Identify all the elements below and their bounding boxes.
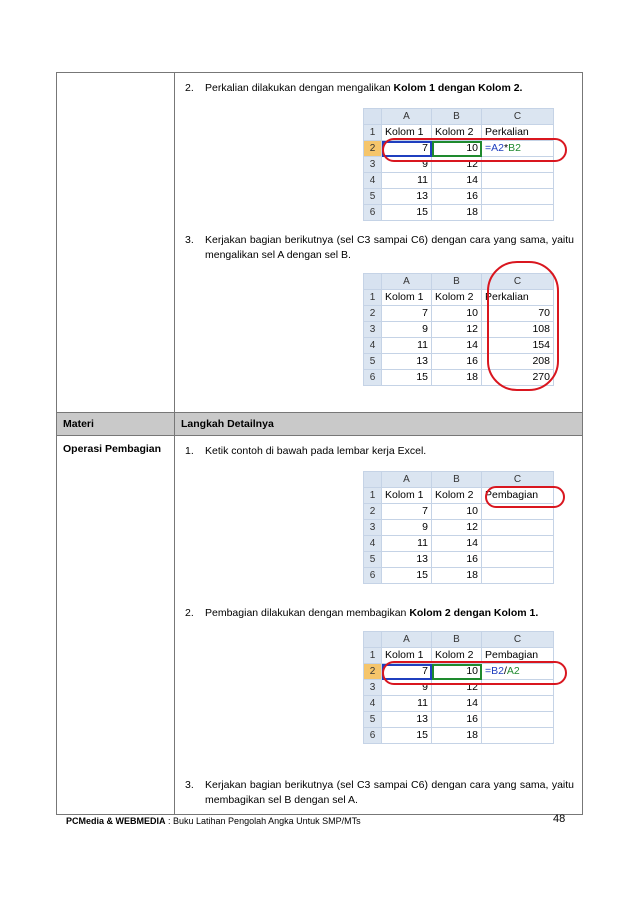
column-header[interactable]: A	[382, 472, 432, 488]
excel-row	[364, 488, 554, 504]
cell-a[interactable]: Kolom 1	[382, 488, 432, 504]
excel-row	[364, 696, 554, 712]
cell-a[interactable]: 13	[382, 189, 432, 205]
excel-row	[364, 173, 554, 189]
cell-b[interactable]: 14	[432, 338, 482, 354]
formula-ref-1: =A2	[485, 142, 504, 154]
cell-c[interactable]	[482, 696, 554, 712]
cell-b[interactable]: 18	[432, 370, 482, 386]
column-header[interactable]: C	[482, 632, 554, 648]
excel-row	[364, 552, 554, 568]
excel-row	[364, 189, 554, 205]
column-header[interactable]: A	[382, 632, 432, 648]
column-header[interactable]: A	[382, 109, 432, 125]
cell-a[interactable]: 7	[382, 141, 432, 157]
excel-row	[364, 520, 554, 536]
cell-b[interactable]: 18	[432, 205, 482, 221]
empty-label-cell	[57, 73, 175, 413]
cell-c[interactable]: 154	[482, 338, 554, 354]
row-header[interactable]: 4	[364, 173, 382, 189]
row-header[interactable]: 5	[364, 552, 382, 568]
cell-c[interactable]	[482, 504, 554, 520]
column-header[interactable]: B	[432, 109, 482, 125]
cell-b[interactable]: 16	[432, 552, 482, 568]
cell-b[interactable]: Kolom 2	[432, 488, 482, 504]
excel-row	[364, 306, 554, 322]
row-header[interactable]: 3	[364, 680, 382, 696]
pembagian-row	[57, 436, 583, 815]
cell-c[interactable]: Pembagian	[482, 488, 554, 504]
cell-c[interactable]	[482, 680, 554, 696]
row-header[interactable]: 6	[364, 205, 382, 221]
excel-row	[364, 322, 554, 338]
excel-row	[364, 664, 554, 680]
column-header[interactable]: B	[432, 274, 482, 290]
cell-b[interactable]: 10	[432, 141, 482, 157]
excel-row	[364, 648, 554, 664]
cell-a[interactable]: 9	[382, 680, 432, 696]
cell-b[interactable]: 16	[432, 712, 482, 728]
row-header[interactable]: 3	[364, 157, 382, 173]
formula-operator: *	[503, 142, 509, 154]
step-2-pembagian: 2. Pembagian dilakukan dengan membagikan Kolom 2 dengan Kolom 1.	[185, 607, 539, 619]
cell-c[interactable]	[482, 205, 554, 221]
row-header[interactable]: 6	[364, 370, 382, 386]
corner-cell[interactable]	[364, 274, 382, 290]
excel-row	[364, 712, 554, 728]
column-header[interactable]: C	[482, 274, 554, 290]
row-header[interactable]: 5	[364, 189, 382, 205]
row-header[interactable]: 2	[364, 141, 382, 157]
cell-c[interactable]	[482, 568, 554, 584]
cell-c[interactable]	[482, 173, 554, 189]
cell-b[interactable]: 12	[432, 157, 482, 173]
excel-table-pembagian-input	[363, 471, 563, 584]
excel-row	[364, 290, 554, 306]
cell-b[interactable]: Kolom 2	[432, 290, 482, 306]
cell-c-formula[interactable]	[482, 141, 554, 157]
excel-table-perkalian-formula	[363, 108, 563, 221]
cell-a[interactable]: 13	[382, 712, 432, 728]
cell-b[interactable]: 14	[432, 536, 482, 552]
cell-a[interactable]: 11	[382, 338, 432, 354]
excel-row	[364, 157, 554, 173]
cell-a[interactable]: 7	[382, 664, 432, 680]
pembagian-steps-cell	[175, 436, 583, 815]
row-header[interactable]: 2	[364, 306, 382, 322]
cell-b[interactable]: 18	[432, 568, 482, 584]
content-table	[56, 72, 583, 815]
formula-ref-1: =B2	[485, 665, 504, 677]
cell-a[interactable]: Kolom 1	[382, 648, 432, 664]
cell-a[interactable]: 11	[382, 696, 432, 712]
page-footer	[66, 816, 566, 826]
cell-b[interactable]: 18	[432, 728, 482, 744]
excel-row	[364, 354, 554, 370]
cell-c[interactable]: Perkalian	[482, 125, 554, 141]
row-header[interactable]: 2	[364, 664, 382, 680]
row-header[interactable]: 3	[364, 322, 382, 338]
cell-a[interactable]: 15	[382, 728, 432, 744]
row-header[interactable]: 2	[364, 504, 382, 520]
cell-a[interactable]: 13	[382, 354, 432, 370]
column-header[interactable]: A	[382, 274, 432, 290]
cell-c[interactable]: 270	[482, 370, 554, 386]
cell-a[interactable]: 9	[382, 322, 432, 338]
row-header[interactable]: 1	[364, 648, 382, 664]
excel-row	[364, 370, 554, 386]
cell-a[interactable]: Kolom 1	[382, 125, 432, 141]
row-header[interactable]: 5	[364, 354, 382, 370]
excel-row	[364, 728, 554, 744]
cell-a[interactable]: 15	[382, 205, 432, 221]
excel-row	[364, 125, 554, 141]
cell-b[interactable]: 16	[432, 354, 482, 370]
page-number: 48	[553, 813, 566, 825]
column-header[interactable]: C	[482, 109, 554, 125]
excel-row	[364, 141, 554, 157]
row-header[interactable]: 1	[364, 290, 382, 306]
cell-a[interactable]: 11	[382, 536, 432, 552]
cell-c[interactable]: Perkalian	[482, 290, 554, 306]
corner-cell[interactable]	[364, 109, 382, 125]
column-header[interactable]: C	[482, 472, 554, 488]
cell-c[interactable]	[482, 520, 554, 536]
row-header[interactable]: 4	[364, 536, 382, 552]
cell-c[interactable]: Pembagian	[482, 648, 554, 664]
cell-b[interactable]: 12	[432, 680, 482, 696]
step-1-pembagian: 1. Ketik contoh di bawah pada lembar kerja Excel.	[185, 445, 427, 457]
excel-row	[364, 205, 554, 221]
cell-b[interactable]: Kolom 2	[432, 125, 482, 141]
row-header[interactable]: 6	[364, 568, 382, 584]
row-header[interactable]: 6	[364, 728, 382, 744]
excel-row	[364, 680, 554, 696]
corner-cell[interactable]	[364, 472, 382, 488]
cell-a[interactable]: 9	[382, 157, 432, 173]
cell-c[interactable]	[482, 157, 554, 173]
cell-a[interactable]: Kolom 1	[382, 290, 432, 306]
step-2-perkalian: 2. Perkalian dilakukan dengan mengalikan Kolom 1 dengan Kolom 2.	[185, 82, 523, 94]
row-header[interactable]: 5	[364, 712, 382, 728]
cell-b[interactable]: 14	[432, 696, 482, 712]
cell-b[interactable]: 12	[432, 520, 482, 536]
step-3-pembagian: 3. Kerjakan bagian berikutnya (sel C3 sampai C6) dengan cara yang sama, yaitu membagikan sel B dengan sel A.	[185, 779, 574, 806]
cell-a[interactable]: 13	[382, 552, 432, 568]
formula-ref-2: B2	[508, 142, 521, 154]
cell-a[interactable]: 9	[382, 520, 432, 536]
cell-c[interactable]	[482, 712, 554, 728]
cell-b[interactable]: 10	[432, 504, 482, 520]
excel-row	[364, 504, 554, 520]
perkalian-row	[57, 73, 583, 413]
cell-b[interactable]: 14	[432, 173, 482, 189]
cell-c[interactable]: 108	[482, 322, 554, 338]
cell-c[interactable]: 70	[482, 306, 554, 322]
footer-text: : Buku Latihan Pengolah Angka Untuk SMP/MTs	[165, 816, 361, 826]
cell-b[interactable]: 10	[432, 306, 482, 322]
excel-row	[364, 568, 554, 584]
cell-a[interactable]: 15	[382, 370, 432, 386]
cell-b[interactable]: 12	[432, 322, 482, 338]
excel-row	[364, 536, 554, 552]
cell-c[interactable]	[482, 728, 554, 744]
cell-c[interactable]	[482, 189, 554, 205]
cell-a[interactable]: 7	[382, 504, 432, 520]
perkalian-steps-cell	[175, 73, 583, 413]
cell-c[interactable]: 208	[482, 354, 554, 370]
step-3-perkalian: 3. Kerjakan bagian berikutnya (sel C3 sampai C6) dengan cara yang sama, yaitu mengalikan sel A dengan sel B.	[185, 234, 574, 261]
column-header[interactable]: B	[432, 472, 482, 488]
cell-c[interactable]	[482, 536, 554, 552]
cell-b[interactable]: 16	[432, 189, 482, 205]
cell-c-formula[interactable]	[482, 664, 554, 680]
header-langkah: Langkah Detailnya	[175, 413, 583, 436]
cell-b[interactable]: 10	[432, 664, 482, 680]
row-header[interactable]: 3	[364, 520, 382, 536]
cell-a[interactable]: 15	[382, 568, 432, 584]
excel-row	[364, 338, 554, 354]
header-materi: Materi	[57, 413, 175, 436]
column-header[interactable]: B	[432, 632, 482, 648]
excel-table-perkalian-results	[363, 273, 563, 386]
formula-ref-2: A2	[506, 665, 520, 677]
row-header[interactable]: 1	[364, 488, 382, 504]
excel-table-pembagian-formula	[363, 631, 563, 744]
footer-brand: PCMedia & WEBMEDIA	[66, 816, 166, 826]
formula-operator: /	[503, 665, 507, 677]
row-header[interactable]: 4	[364, 338, 382, 354]
row-header[interactable]: 1	[364, 125, 382, 141]
pembagian-label: Operasi Pembagian	[57, 436, 175, 815]
header-row	[57, 413, 583, 436]
cell-a[interactable]: 7	[382, 306, 432, 322]
cell-c[interactable]	[482, 552, 554, 568]
corner-cell[interactable]	[364, 632, 382, 648]
cell-b[interactable]: Kolom 2	[432, 648, 482, 664]
row-header[interactable]: 4	[364, 696, 382, 712]
cell-a[interactable]: 11	[382, 173, 432, 189]
